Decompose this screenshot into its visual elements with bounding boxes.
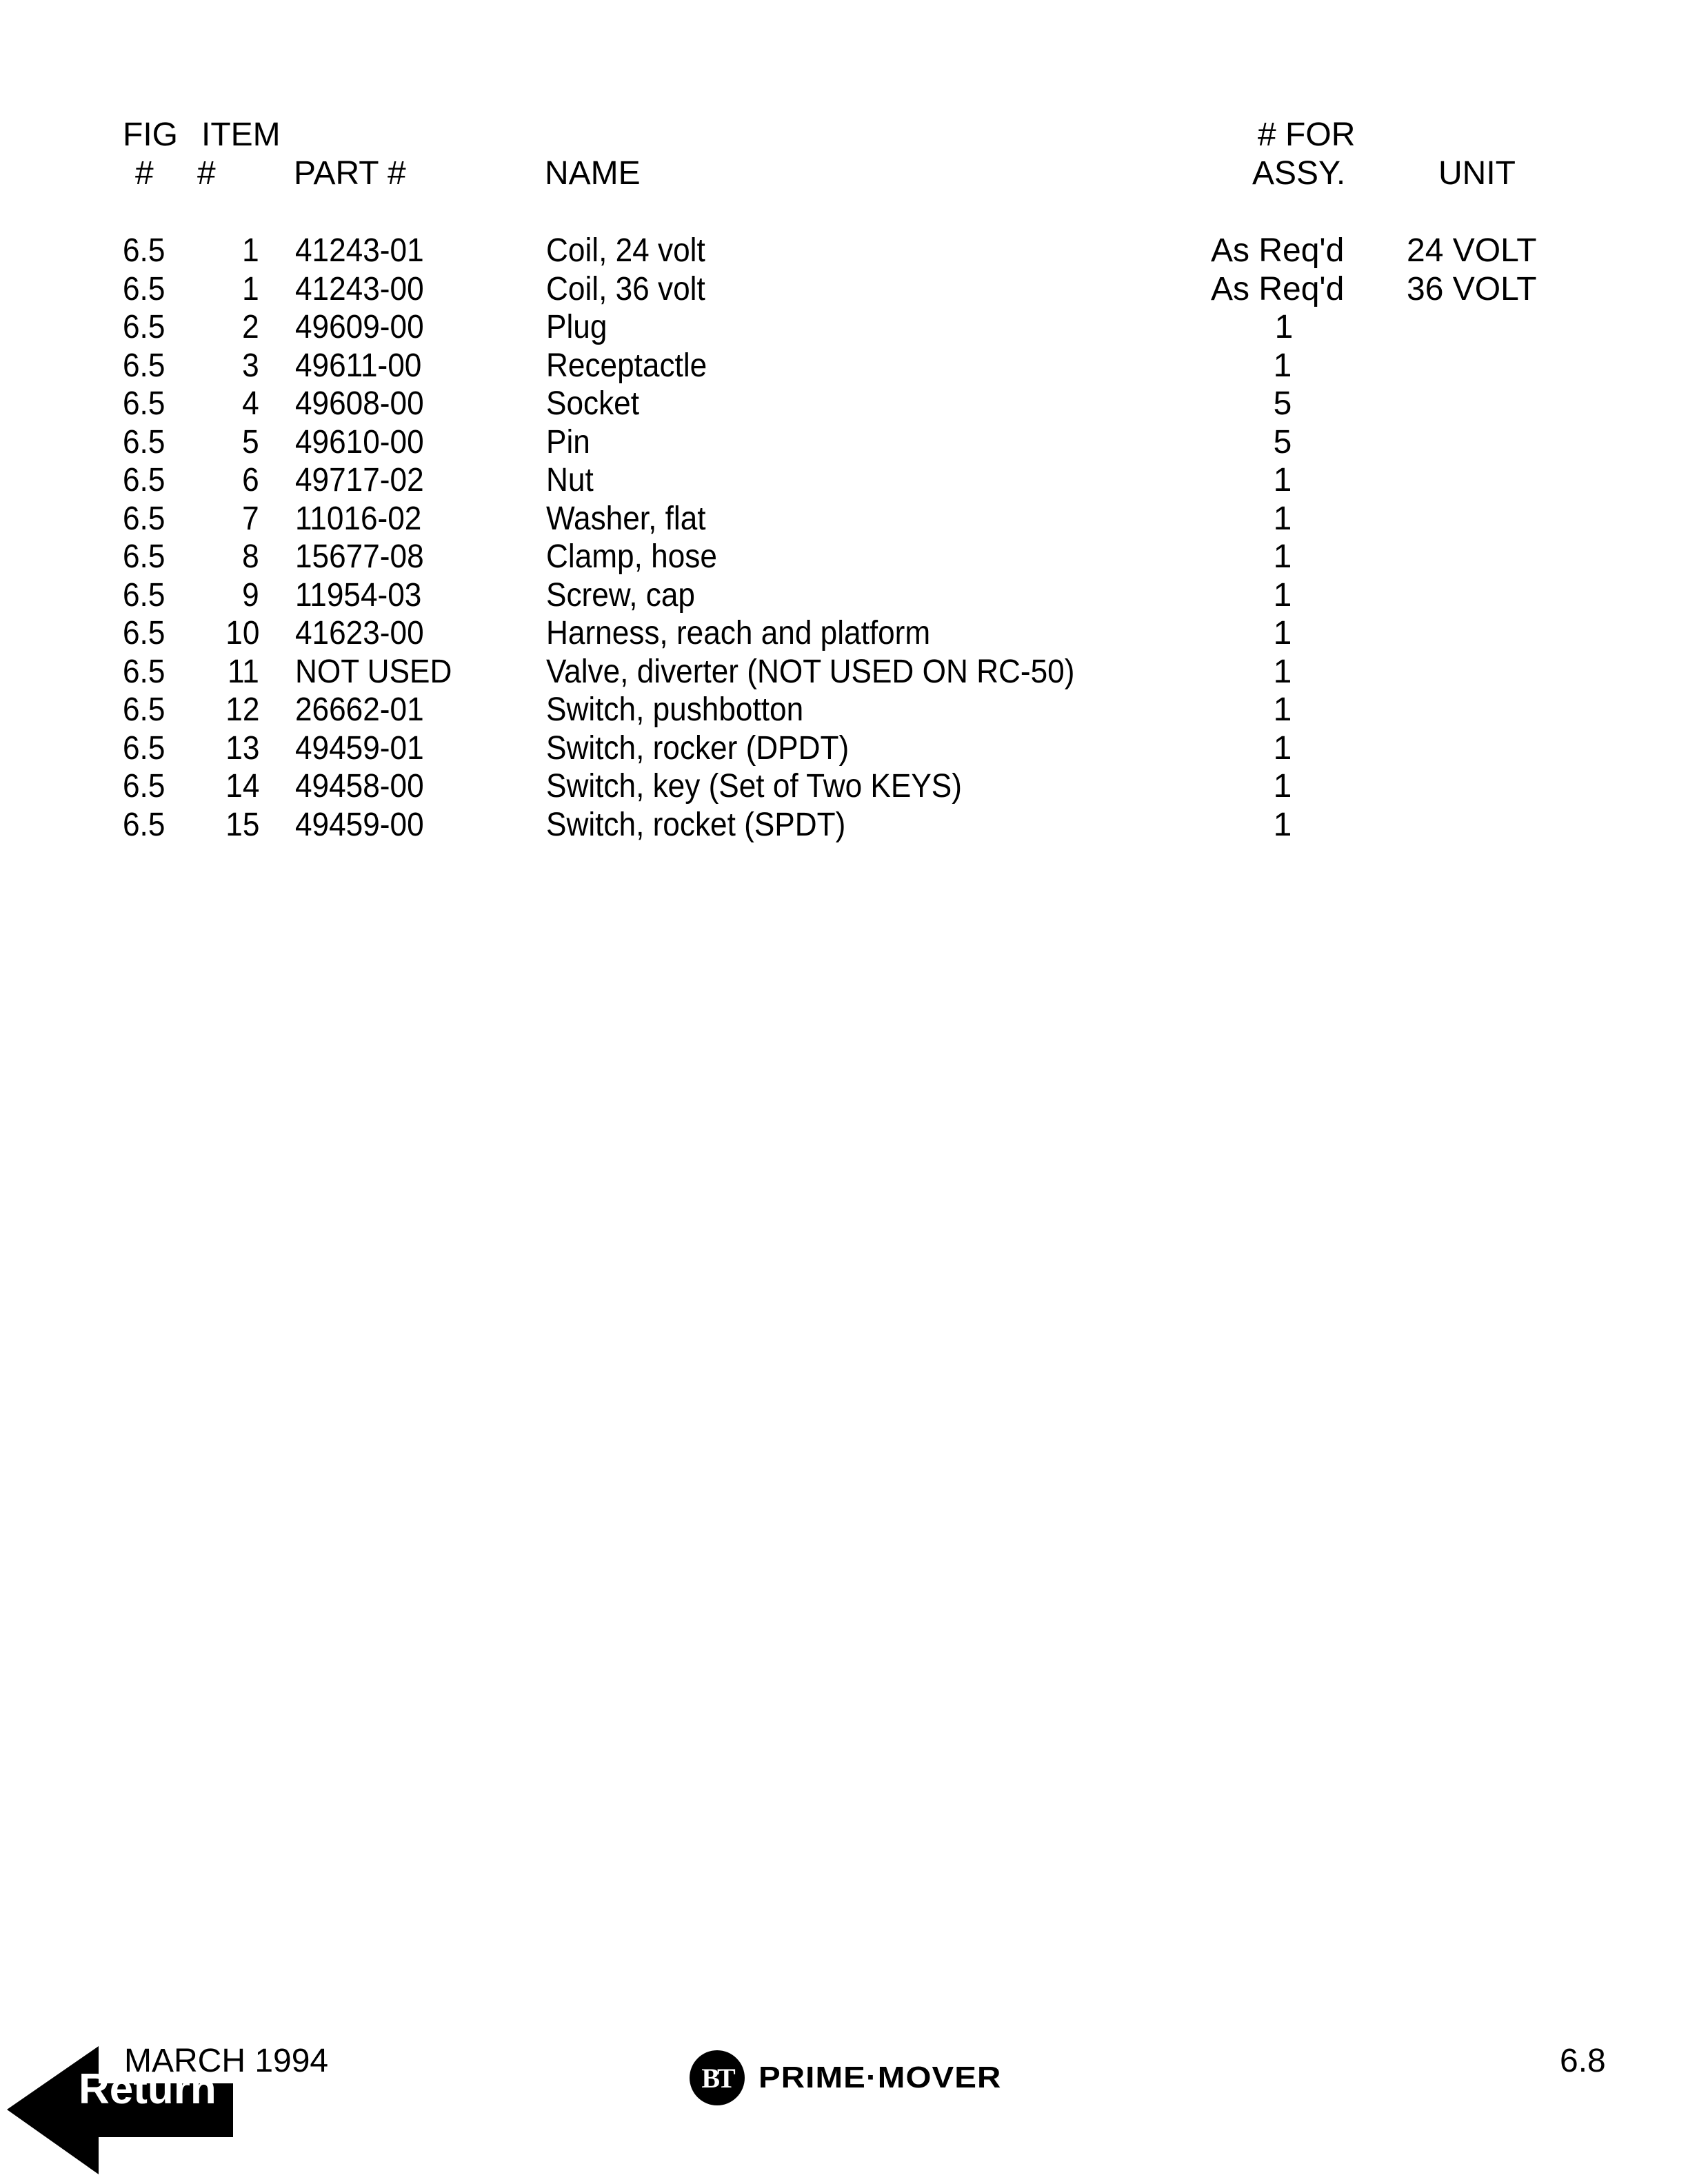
cell-part: 49458-00 <box>295 768 424 805</box>
cell-item: 11 <box>228 654 259 690</box>
cell-part: 41623-00 <box>295 615 424 651</box>
table-row <box>0 691 1688 729</box>
bt-logo-icon: BT <box>690 2050 745 2105</box>
prime-mover-logo <box>690 2050 1002 2105</box>
cell-name: Harness, reach and platform <box>546 615 931 651</box>
cell-fig: 6.5 <box>123 577 165 614</box>
cell-fig: 6.5 <box>123 654 165 690</box>
cell-qty: 1 <box>1273 807 1292 843</box>
header-unit: UNIT <box>1438 155 1516 192</box>
table-row <box>0 270 1688 309</box>
cell-qty: 1 <box>1273 654 1292 690</box>
table-row <box>0 729 1688 768</box>
cell-fig: 6.5 <box>123 501 165 537</box>
cell-qty: 1 <box>1273 347 1292 384</box>
header-qty-line1: # FOR <box>1258 117 1356 153</box>
table-row <box>0 500 1688 538</box>
table-row <box>0 347 1688 385</box>
cell-name: Receptactle <box>546 347 707 384</box>
table-row <box>0 538 1688 576</box>
table-row <box>0 767 1688 806</box>
cell-item: 8 <box>242 538 259 575</box>
cell-part: 26662-01 <box>295 691 424 728</box>
cell-name: Switch, key (Set of Two KEYS) <box>546 768 962 805</box>
header-item-line2: # <box>197 155 216 192</box>
cell-part: 41243-00 <box>295 271 424 307</box>
cell-item: 2 <box>242 309 259 345</box>
cell-fig: 6.5 <box>123 232 165 269</box>
cell-part: NOT USED <box>295 654 452 690</box>
logo-text: PRIME·MOVER <box>758 2061 1002 2094</box>
cell-part: 49717-02 <box>295 462 424 498</box>
header-fig-line2: # <box>135 155 154 192</box>
table-row <box>0 308 1688 347</box>
cell-part: 49608-00 <box>295 385 424 422</box>
cell-qty: As Req'd <box>1211 271 1345 307</box>
cell-unit: 36 VOLT <box>1407 271 1537 307</box>
cell-fig: 6.5 <box>123 730 165 767</box>
cell-item: 12 <box>225 691 259 728</box>
cell-item: 15 <box>225 807 259 843</box>
cell-qty: 5 <box>1273 424 1292 461</box>
cell-part: 49611-00 <box>295 347 422 384</box>
cell-qty: 1 <box>1273 462 1292 498</box>
cell-item: 1 <box>242 271 259 307</box>
cell-qty: 1 <box>1274 309 1294 345</box>
table-row <box>0 576 1688 615</box>
cell-item: 14 <box>225 768 259 805</box>
cell-fig: 6.5 <box>123 768 165 805</box>
cell-item: 5 <box>242 424 259 461</box>
cell-name: Pin <box>546 424 590 461</box>
cell-qty: 1 <box>1273 501 1292 537</box>
cell-qty: 1 <box>1273 730 1292 767</box>
cell-unit: 24 VOLT <box>1407 232 1537 269</box>
cell-item: 1 <box>242 232 259 269</box>
footer-date: MARCH 1994 <box>124 2043 329 2079</box>
cell-name: Switch, rocker (DPDT) <box>546 730 850 767</box>
cell-part: 11016-02 <box>295 501 422 537</box>
cell-qty: 1 <box>1273 691 1292 728</box>
cell-fig: 6.5 <box>123 807 165 843</box>
cell-name: Valve, diverter (NOT USED ON RC-50) <box>546 654 1075 690</box>
table-row <box>0 232 1688 270</box>
header-part: PART # <box>294 155 406 192</box>
cell-part: 49459-00 <box>295 807 424 843</box>
header-fig-line1: FIG <box>123 117 178 153</box>
cell-qty: 1 <box>1273 768 1292 805</box>
cell-item: 3 <box>242 347 259 384</box>
table-row <box>0 461 1688 500</box>
cell-fig: 6.5 <box>123 615 165 651</box>
cell-name: Screw, cap <box>546 577 695 614</box>
table-row <box>0 653 1688 691</box>
cell-part: 11954-03 <box>295 577 422 614</box>
cell-name: Coil, 36 volt <box>546 271 705 307</box>
cell-qty: As Req'd <box>1211 232 1345 269</box>
table-row <box>0 614 1688 653</box>
cell-fig: 6.5 <box>123 385 165 422</box>
cell-name: Socket <box>546 385 640 422</box>
cell-fig: 6.5 <box>123 271 165 307</box>
cell-item: 4 <box>242 385 259 422</box>
page-number: 6.8 <box>1560 2043 1606 2079</box>
cell-part: 49609-00 <box>295 309 424 345</box>
cell-part: 15677-08 <box>295 538 424 575</box>
table-row <box>0 423 1688 462</box>
return-label: Return <box>79 2065 217 2113</box>
cell-item: 13 <box>225 730 259 767</box>
cell-qty: 1 <box>1273 577 1292 614</box>
table-row <box>0 385 1688 423</box>
cell-fig: 6.5 <box>123 347 165 384</box>
header-item-line1: ITEM <box>201 117 281 153</box>
return-button[interactable] <box>6 2045 268 2176</box>
cell-name: Coil, 24 volt <box>546 232 705 269</box>
cell-fig: 6.5 <box>123 462 165 498</box>
cell-qty: 1 <box>1273 615 1292 651</box>
cell-fig: 6.5 <box>123 309 165 345</box>
cell-fig: 6.5 <box>123 538 165 575</box>
cell-part: 49610-00 <box>295 424 424 461</box>
cell-item: 6 <box>242 462 259 498</box>
cell-fig: 6.5 <box>123 424 165 461</box>
cell-item: 9 <box>242 577 259 614</box>
header-name: NAME <box>545 155 641 192</box>
cell-name: Switch, pushbotton <box>546 691 804 728</box>
cell-item: 10 <box>225 615 259 651</box>
cell-name: Nut <box>546 462 594 498</box>
cell-part: 49459-01 <box>295 730 424 767</box>
cell-item: 7 <box>242 501 259 537</box>
cell-part: 41243-01 <box>295 232 424 269</box>
cell-name: Switch, rocket (SPDT) <box>546 807 846 843</box>
cell-qty: 1 <box>1273 538 1292 575</box>
cell-fig: 6.5 <box>123 691 165 728</box>
header-qty-line2: ASSY. <box>1252 155 1346 192</box>
cell-name: Clamp, hose <box>546 538 717 575</box>
cell-name: Plug <box>546 309 607 345</box>
cell-name: Washer, flat <box>546 501 706 537</box>
table-row <box>0 806 1688 845</box>
cell-qty: 5 <box>1273 385 1292 422</box>
